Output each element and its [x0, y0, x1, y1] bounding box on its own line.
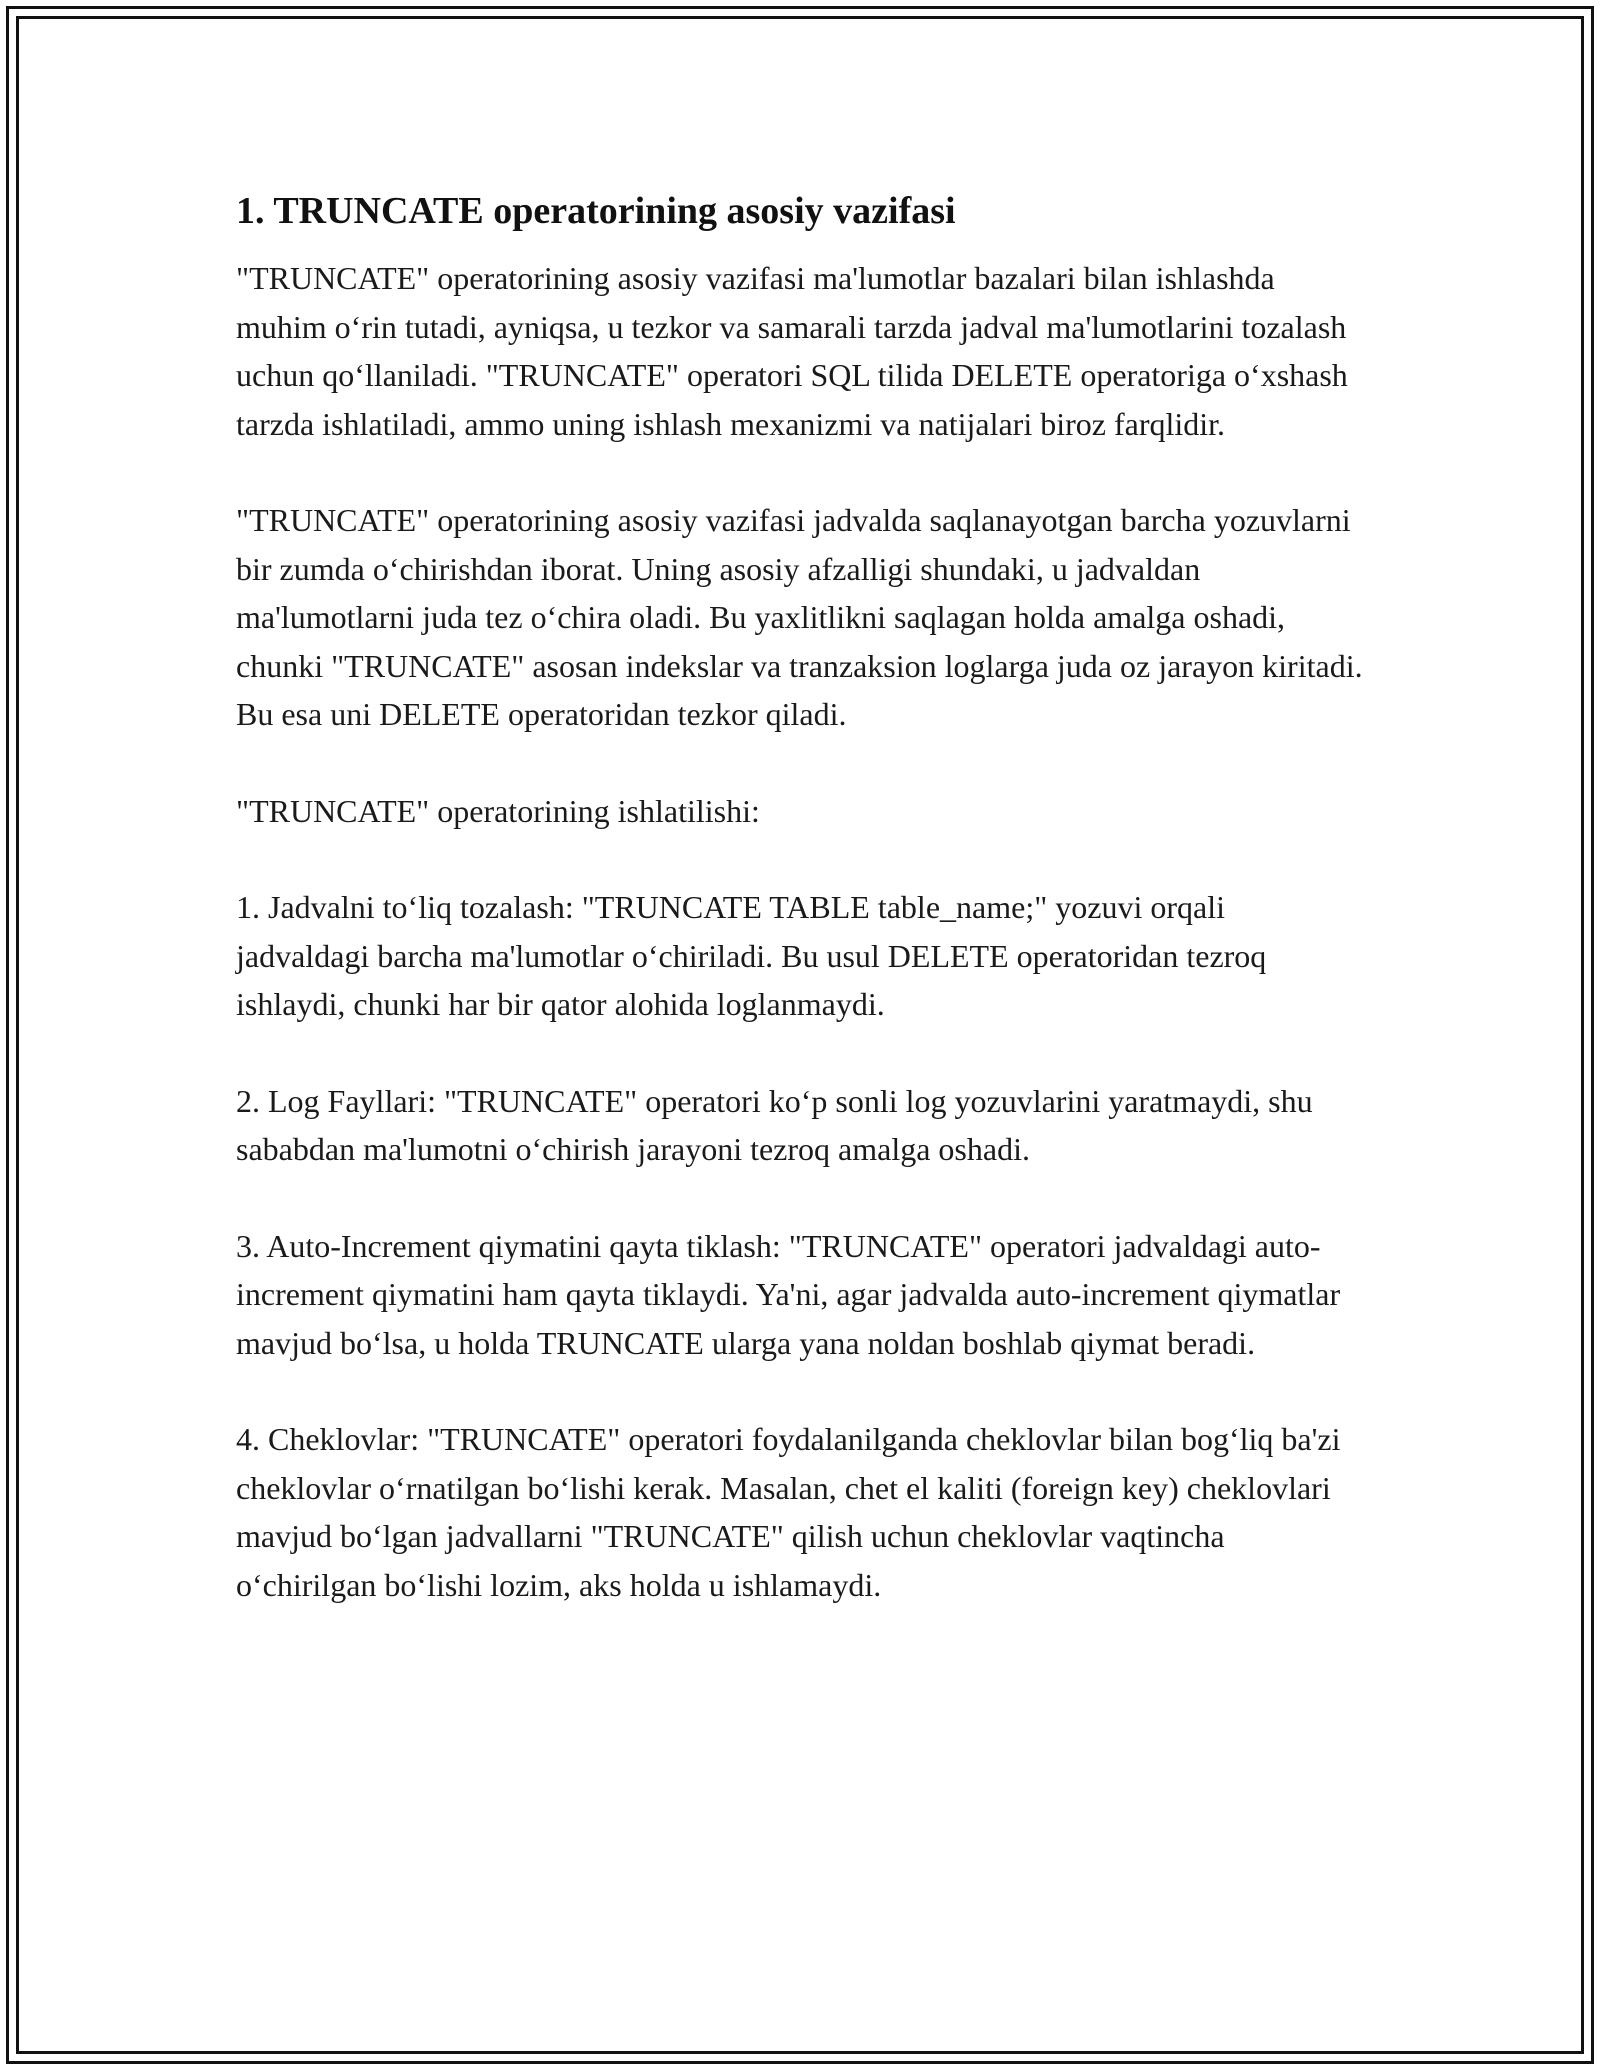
list-item-log-files: 2. Log Fayllari: "TRUNCATE" operatori ko‘p sonli log yozuvlarini yaratmaydi, shu sababdan ma'lumotni o‘chirish jarayoni tezroq amalga oshadi.	[236, 1082, 1313, 1167]
section-heading: 1. TRUNCATE operatorining asosiy vazifasi	[236, 190, 956, 232]
document-body	[236, 186, 1366, 1609]
list-item-full-clear: 1. Jadvalni to‘liq tozalash: "TRUNCATE TABLE table_name;" yozuvi orqali jadvaldagi barcha ma'lumotlar o‘chiriladi. Bu usul DELETE operatoridan tezroq ishlaydi, chunki har bir qator alohida loglanmaydi.	[236, 889, 1267, 1022]
list-item-constraints: 4. Cheklovlar: "TRUNCATE" operatori foydalanilganda cheklovlar bilan bog‘liq ba'zi cheklovlar o‘rnatilgan bo‘lishi kerak. Masalan, chet el kaliti (foreign key) cheklovlari mavjud bo‘lgan jadvallarni "TRUNCATE" qilish uchun cheklovlar vaqtincha o‘chirilgan bo‘lishi lozim, aks holda u ishlamaydi.	[236, 1421, 1341, 1603]
list-item-auto-increment: 3. Auto-Increment qiymatini qayta tiklash: "TRUNCATE" operatori jadvaldagi auto-increment qiymatini ham qayta tiklaydi. Ya'ni, agar jadvalda auto-increment qiymatlar mavjud bo‘lsa, u holda TRUNCATE ularga yana noldan boshlab qiymat beradi.	[236, 1227, 1341, 1361]
paragraph-intro: "TRUNCATE" operatorining asosiy vazifasi ma'lumotlar bazalari bilan ishlashda muhim o‘rin tutadi, ayniqsa, u tezkor va samarali tarzda jadval ma'lumotlarini tozalash uchun qo‘llaniladi. "TRUNCATE" operatori SQL tilida DELETE operatoriga o‘xshash tarzda ishlatiladi, ammo uning ishlash mexanizmi va natijalari biroz farqlidir.	[236, 260, 1348, 442]
paragraph-main-function: "TRUNCATE" operatorining asosiy vazifasi jadvalda saqlanayotgan barcha yozuvlarni bir zumda o‘chirishdan iborat. Uning asosiy afzalligi shundaki, u jadvaldan ma'lumotlarni juda tez o‘chira oladi. Bu yaxlitlikni saqlagan holda amalga oshadi, chunki "TRUNCATE" asosan indekslar va tranzaksion loglarga juda oz jarayon kiritadi. Bu esa uni DELETE operatoridan tezkor qiladi.	[236, 502, 1363, 732]
paragraph-usage-heading: "TRUNCATE" operatorining ishlatilishi:	[236, 792, 760, 829]
